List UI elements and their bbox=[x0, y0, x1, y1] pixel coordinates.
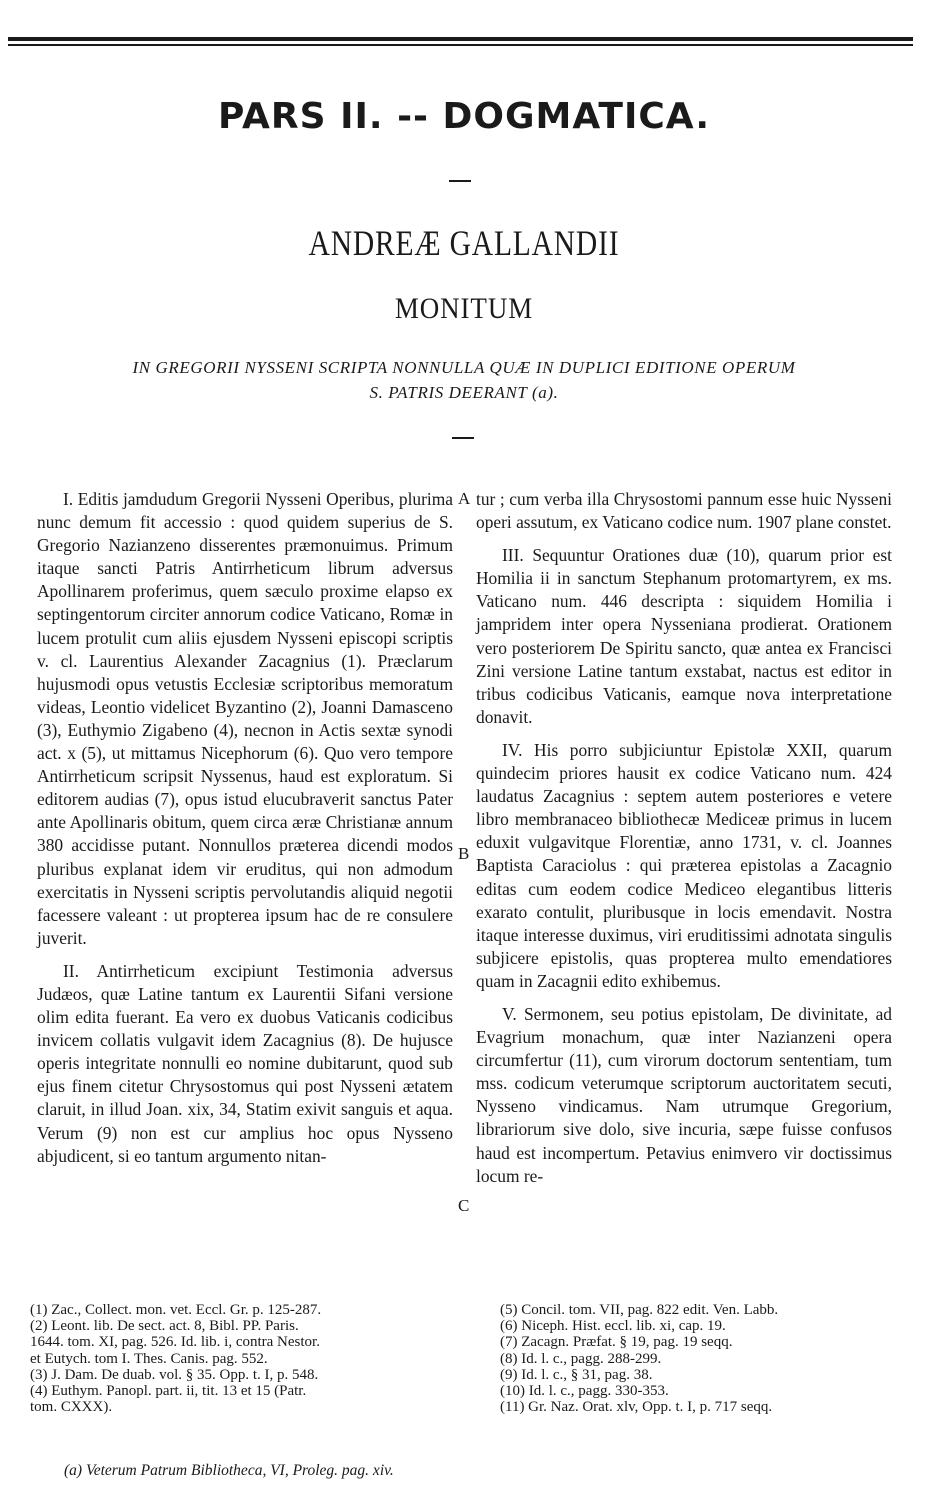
footnote: (2) Leont. lib. De sect. act. 8, Bibl. PP. Paris. bbox=[30, 1318, 299, 1335]
footnote: et Eutych. tom I. Thes. Canis. pag. 552. bbox=[30, 1350, 268, 1367]
right-column bbox=[476, 488, 892, 1188]
subtitle-line-2: S. PATRIS DEERANT (a). bbox=[369, 383, 559, 402]
footnote: (6) Niceph. Hist. eccl. lib. xi, cap. 19. bbox=[500, 1318, 726, 1335]
margin-letter-c: C bbox=[458, 1196, 470, 1215]
footnote: (4) Euthym. Panopl. part. ii, tit. 13 et 15 (Patr. bbox=[30, 1383, 307, 1400]
footnote: (7) Zacagn. Præfat. § 19, pag. 19 seqq. bbox=[500, 1334, 733, 1351]
footnote: (5) Concil. tom. VII, pag. 822 edit. Ven. Labb. bbox=[500, 1302, 779, 1318]
subtitle-line-1: IN GREGORII NYSSENI SCRIPTA NONNULLA QUÆ IN DUPLICI EDITIONE OPERUM bbox=[132, 358, 796, 377]
footnote: 1644. tom. XI, pag. 526. Id. lib. i, contra Nestor. bbox=[30, 1334, 320, 1351]
footnotes-left bbox=[30, 1302, 460, 1415]
margin-letter-a: A bbox=[458, 489, 471, 508]
margin-letter-b: B bbox=[458, 844, 470, 863]
footnote: (8) Id. l. c., pagg. 288-299. bbox=[500, 1350, 662, 1367]
paragraph: I. Editis jamdudum Gregorii Nysseni Operibus, plurima nunc demum fit accessio : quod quidem superius de S. Gregorio Nazianzeno disserentes præmonuimus. Primum itaque sancti Patris Antirrheticum librum adversus Apollinarem proferimus, quem sæculo proxime elapso ex septingentorum circiter annorum codice Vaticano, Romæ in lucem protulit cum aliis ejusdem Nysseni episcopi scriptis v. cl. Laurentius Alexander Zacagnius (1). Præclarum hujusmodi opus vetustis Ecclesiæ scriptoribus memoratum videas, Leontio videlicet Byzantino (2), Joanni Damasceno (3), Euthymio Zigabeno (4), necnon in Actis sextæ synodi act. x (5), ut mittamus Nicephorum (6). Quo vero tempore Antirrheticum scripsit Nyssenus, haud est exploratum. Si editorem audias (7), opus istud elucubraverit sanctus Pater ante Apollinaris obitum, quem circa æræ Christianæ annum 380 accidisse putant. Nonnullos præterea dicendi modos pluribus explanat idem vir eruditus, qui non admodum exercitatis in Nysseni scriptis pervolutandis aliquid negotii facessere valeant : ut propterea ipsum hac de re consulere juverit. bbox=[37, 489, 453, 948]
paragraph: II. Antirrheticum excipiunt Testimonia adversus Judæos, quæ Latine tantum ex Laurentii Sifani versione olim edita fuerant. Ea vero ex duobus Vaticanis codicibus invicem collatis vulgavit idem Zacagnius (8). De hujusce operis integritate nonnulli eo nomine dubitarunt, quod sub ejus finem citetur Chrysostomus qui post Nysseni ætatem claruit, in illud Joan. xix, 34, Statim exivit sanguis et aqua. Verum (9) non est cur amplius hoc opus Nysseno abjudicent, si eo tantum argumento nitan- bbox=[37, 960, 453, 1166]
footnote: (10) Id. l. c., pagg. 330-353. bbox=[500, 1383, 669, 1400]
footnote: (11) Gr. Naz. Orat. xlv, Opp. t. I, p. 717 seqq. bbox=[500, 1399, 773, 1416]
footnote: (9) Id. l. c., § 31, pag. 38. bbox=[500, 1366, 653, 1383]
top-rule bbox=[8, 37, 913, 41]
left-column bbox=[37, 488, 453, 1168]
paragraph: III. Sequuntur Orationes duæ (10), quarum prior est Homilia ii in sanctum Stephanum protomartyrem, ex ms. Vaticano num. 446 descripta : siquidem Homilia i jampridem inter opera Nysseniana prodierat. Orationem vero posteriorem De Spiritu sancto, quæ antea ex Francisci Zini versione Latine tantum exstabat, nactus est editor in tribus codicibus Vaticanis, eamque nova interpretatione donavit. bbox=[476, 545, 892, 727]
author-heading: ANDREÆ GALLANDII bbox=[308, 223, 620, 263]
top-rule-thin bbox=[8, 44, 913, 46]
separator-dash bbox=[449, 180, 471, 182]
separator-dash bbox=[452, 437, 474, 439]
footnote: (1) Zac., Collect. mon. vet. Eccl. Gr. p. 125-287. bbox=[30, 1302, 322, 1318]
paragraph: tur ; cum verba illa Chrysostomi pannum esse huic Nysseni operi assutum, ex Vaticano codice num. 1907 plane constet. bbox=[476, 489, 892, 533]
subtitle bbox=[30, 355, 898, 405]
editorial-footnote: (a) Veterum Patrum Bibliotheca, VI, Proleg. pag. xiv. bbox=[64, 1462, 394, 1479]
footnotes-right bbox=[500, 1302, 900, 1415]
part-title: PARS II. -- DOGMATICA. bbox=[217, 96, 711, 137]
footnote: (3) J. Dam. De duab. vol. § 35. Opp. t. I, p. 548. bbox=[30, 1366, 319, 1383]
paragraph: V. Sermonem, seu potius epistolam, De divinitate, ad Evagrium monachum, quæ inter Nazianzeni opera circumfertur (11), cum virorum doctorum sententiam, tum mss. codicum veterumque scriptorum auctoritatem secuti, Nysseno vindicamus. Nam utrumque Gregorium, librariorum sive dolo, sive incuria, sæpe fuisse confusos haud est incompertum. Petavius enimvero vir doctissimus locum re- bbox=[476, 1003, 892, 1186]
paragraph: IV. His porro subjiciuntur Epistolæ XXII, quarum quindecim priores hausit ex codice Vaticano num. 424 laudatus Zacagnius : septem autem posteriores e vetere libro membranaceo bibliothecæ Mediceæ primus in lucem eduxit vulgavitque Florentiæ, anno 1731, v. cl. Joannes Baptista Caraciolus : qui præterea epistolas a Zacagnio editas cum eodem codice Mediceo elegantibus litteris exarato contulit, pluribusque in locis emendavit. Nostra itaque interesse duximus, viri eruditissimi adnotata singulis subjicere epistolis, quas propterea multo emendatiores quam in Zacagnii edito exhibemus. bbox=[476, 739, 892, 991]
section-heading: MONITUM bbox=[394, 292, 534, 325]
footnote: tom. CXXX). bbox=[30, 1399, 113, 1416]
